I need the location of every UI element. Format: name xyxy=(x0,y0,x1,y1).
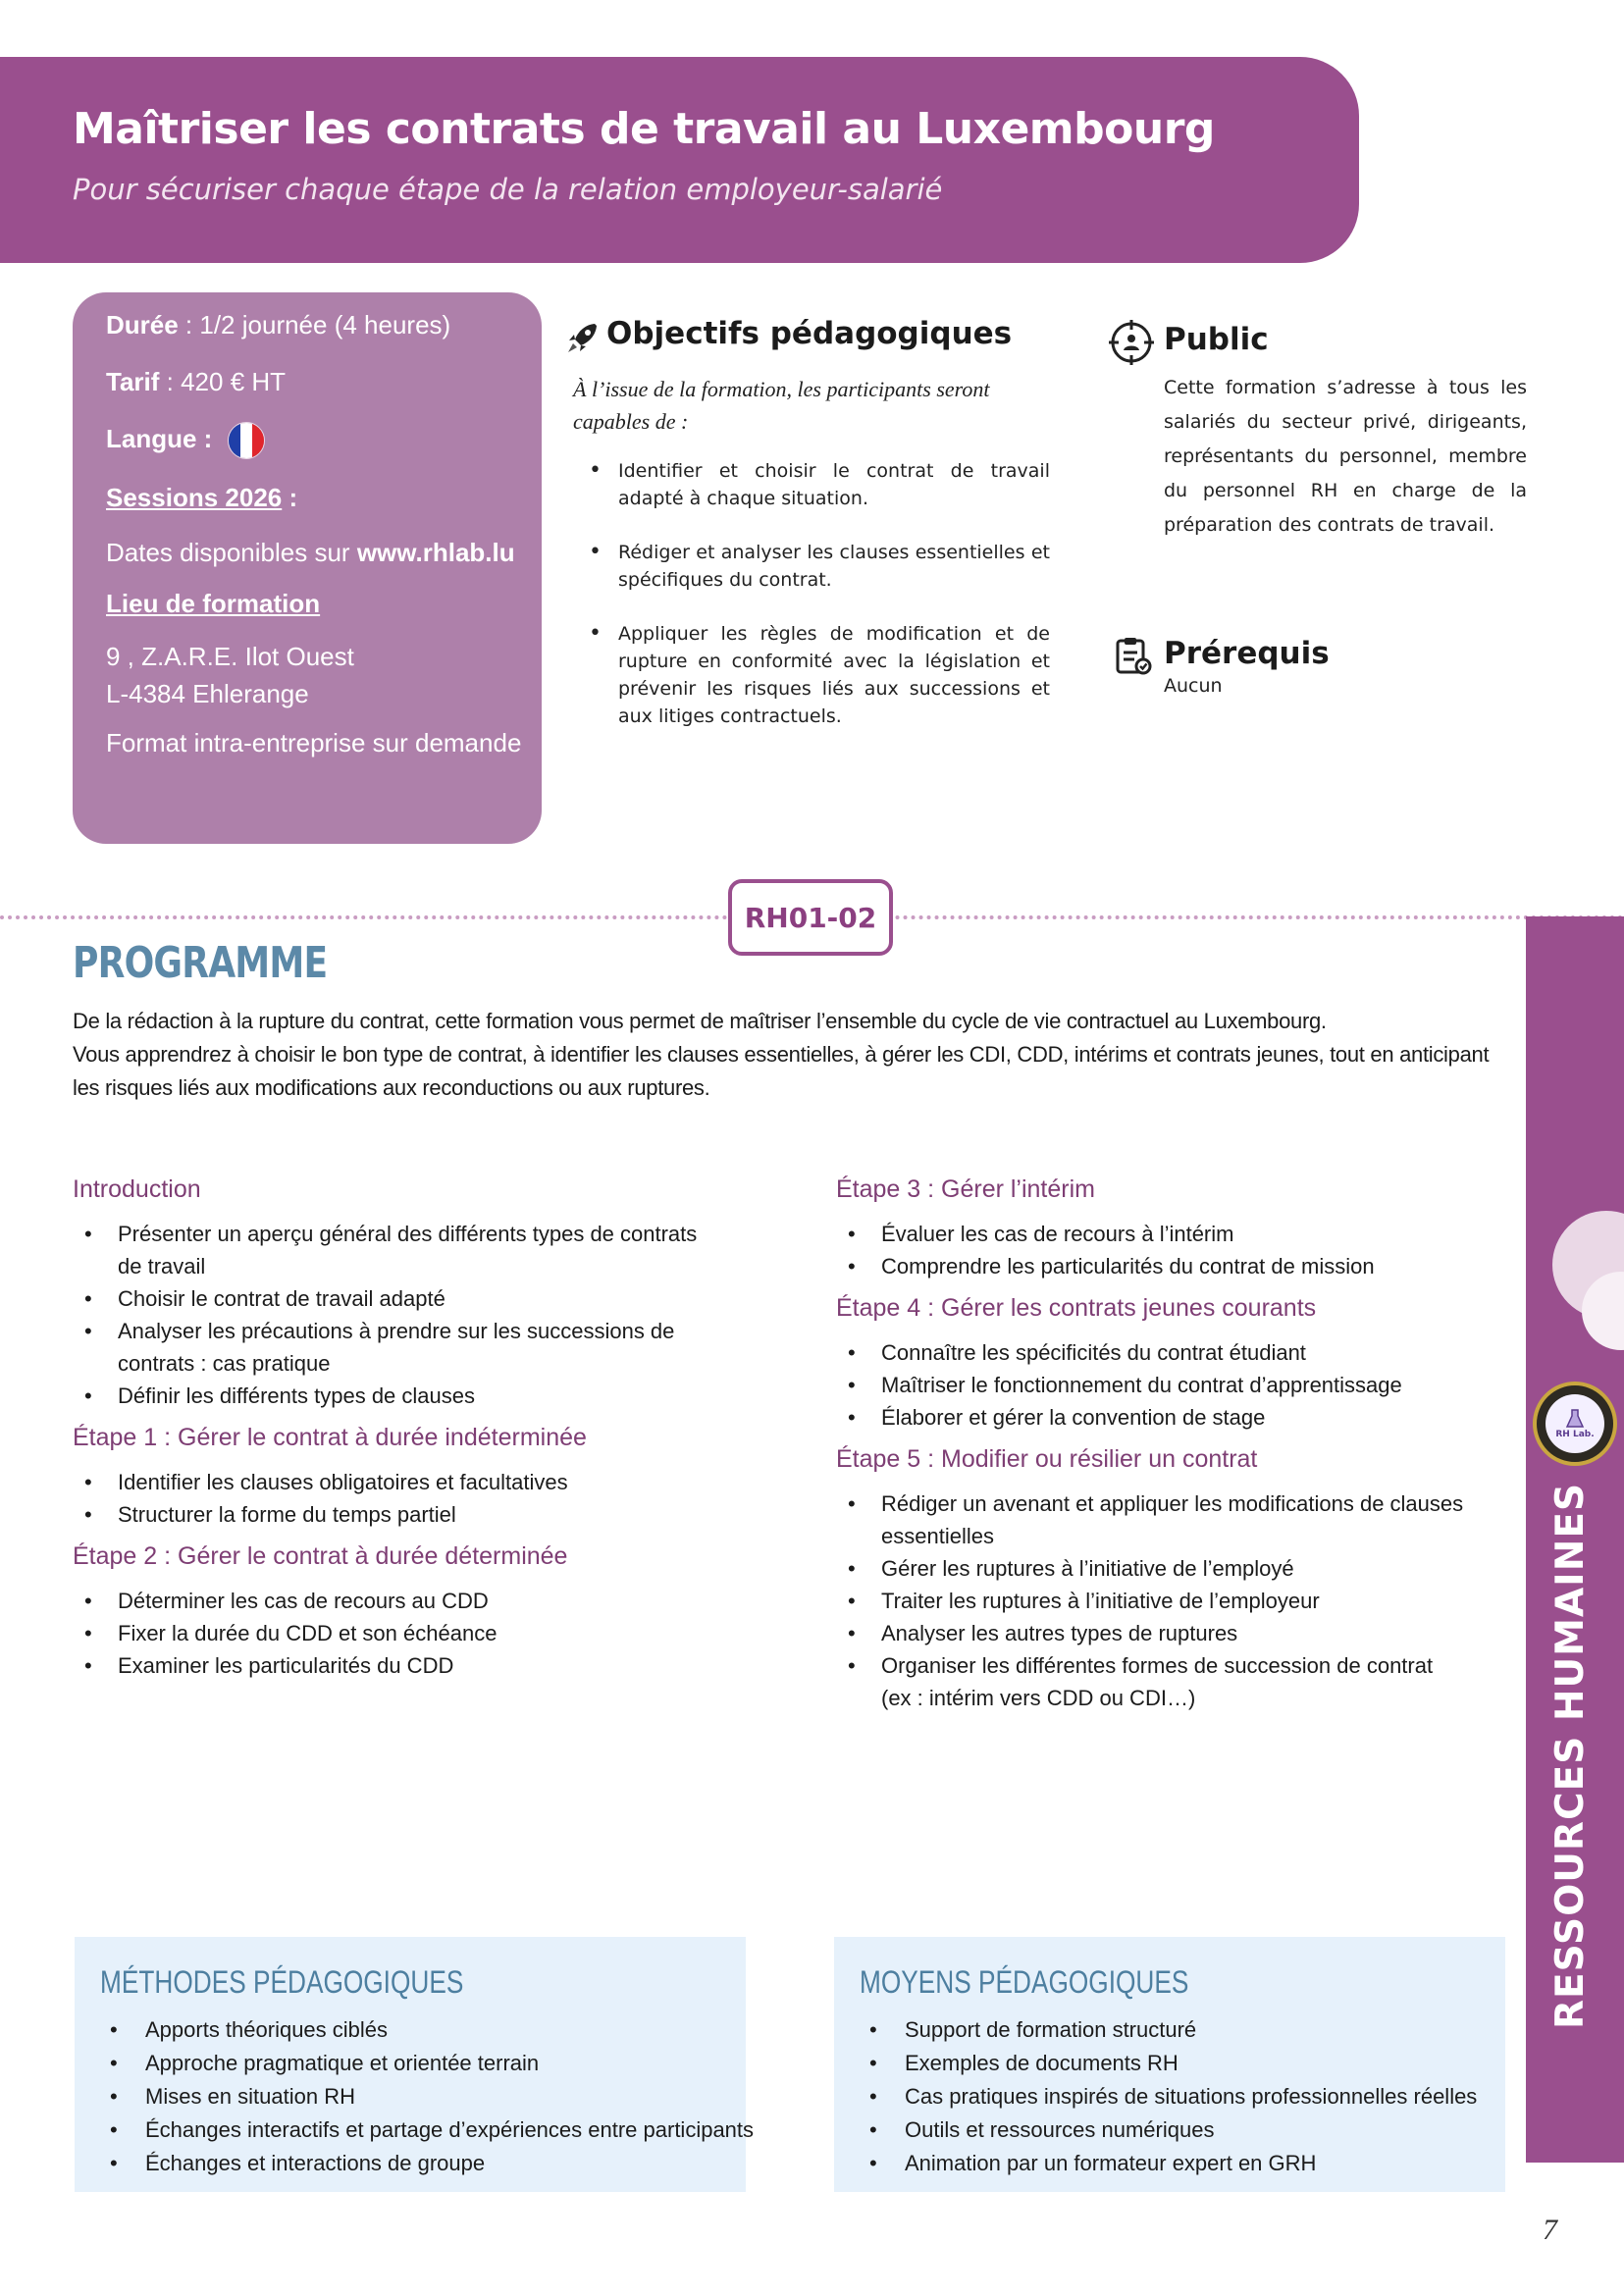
french-flag-icon xyxy=(228,422,265,459)
flask-icon xyxy=(1564,1408,1586,1430)
methodes-box xyxy=(75,1937,755,2192)
sessions-suffix: : xyxy=(282,483,298,512)
methodes-list xyxy=(110,2013,754,2180)
list-item: • Structurer la forme du temps partiel xyxy=(73,1498,701,1531)
list-item: • Échanges interactifs et partage d’expériences entre participants xyxy=(110,2113,754,2147)
lieu-label: Lieu de formation xyxy=(106,589,321,618)
list-item: • Cas pratiques inspirés de situations professionnelles réelles xyxy=(869,2080,1477,2113)
list-item: • Mises en situation RH xyxy=(110,2080,754,2113)
objectives-list xyxy=(589,457,1050,757)
public-title: Public xyxy=(1164,322,1269,357)
section-title: Étape 3 : Gérer l’intérim xyxy=(836,1175,1095,1203)
clipboard-checklist-icon xyxy=(1113,636,1152,675)
moyens-title: MOYENS PÉDAGOGIQUES xyxy=(860,1964,1189,2000)
list-item: • Outils et ressources numériques xyxy=(869,2113,1477,2147)
section-title: Étape 2 : Gérer le contrat à durée déterminée xyxy=(73,1542,568,1570)
list-item: • Organiser les différentes formes de succession de contrat (ex : intérim vers CDD ou CDI…) xyxy=(836,1649,1464,1714)
programme-right-column xyxy=(836,1175,1464,1726)
address-line1: 9 , Z.A.R.E. Ilot Ouest xyxy=(106,642,354,671)
list-item: • Examiner les particularités du CDD xyxy=(73,1649,701,1682)
rocket-icon xyxy=(565,320,601,355)
list-item: • Approche pragmatique et orientée terrain xyxy=(110,2047,754,2080)
category-label: RESSOURCES HUMAINES xyxy=(1548,1482,1593,2029)
public-text: Cette formation s’adresse à tous les salariés du secteur privé, dirigeants, représentants du personnel, membre du personnel RH en charge de la préparation des contrats de travail. xyxy=(1164,377,1527,536)
website-link[interactable]: www.rhlab.lu xyxy=(356,538,515,567)
list-item: • Connaître les spécificités du contrat étudiant xyxy=(836,1336,1464,1369)
list-item: • Apports théoriques ciblés xyxy=(110,2013,754,2047)
tarif-value: : 420 € HT xyxy=(159,367,287,396)
programme-title: PROGRAMME xyxy=(73,938,328,988)
list-item: • Définir les différents types de clauses xyxy=(73,1380,701,1412)
prerequis-title: Prérequis xyxy=(1164,636,1330,671)
list-item: • Animation par un formateur expert en GRH xyxy=(869,2147,1477,2180)
page-number: 7 xyxy=(1543,2214,1557,2246)
section-title: Étape 1 : Gérer le contrat à durée indéterminée xyxy=(73,1424,587,1451)
objectives-title: Objectifs pédagogiques xyxy=(606,316,1013,351)
programme-desc-line1: De la rédaction à la rupture du contrat, cette formation vous permet de maîtriser l’ensemble du cycle de vie contractuel au Luxembourg. xyxy=(73,1009,1327,1033)
list-item: • Élaborer et gérer la convention de stage xyxy=(836,1401,1464,1434)
list-item: • Choisir le contrat de travail adapté xyxy=(73,1282,701,1315)
list-item: • Échanges et interactions de groupe xyxy=(110,2147,754,2180)
list-item: • Comprendre les particularités du contrat de mission xyxy=(836,1250,1464,1282)
moyens-box xyxy=(834,1937,1505,2192)
logo-label: RH Lab. xyxy=(1555,1430,1595,1439)
rh-lab-logo xyxy=(1533,1382,1617,1466)
list-item: • Évaluer les cas de recours à l’intérim xyxy=(836,1218,1464,1250)
list-item: • Déterminer les cas de recours au CDD xyxy=(73,1585,701,1617)
page-subtitle: Pour sécuriser chaque étape de la relation employeur-salarié xyxy=(73,173,943,206)
lieu-row xyxy=(106,589,320,619)
section-list xyxy=(836,1487,1464,1714)
list-item: • Analyser les précautions à prendre sur les successions de contrats : cas pratique xyxy=(73,1315,701,1380)
list-item: • Maîtriser le fonctionnement du contrat d’apprentissage xyxy=(836,1369,1464,1401)
objective-item: • Rédiger et analyser les clauses essentielles et spécifiques du contrat. xyxy=(589,539,1050,594)
list-item: • Exemples de documents RH xyxy=(869,2047,1477,2080)
list-item: • Analyser les autres types de ruptures xyxy=(836,1617,1464,1649)
list-item: • Gérer les ruptures à l’initiative de l’employé xyxy=(836,1552,1464,1585)
langue-label: Langue : xyxy=(106,423,213,453)
section-list xyxy=(836,1336,1464,1434)
duree-value: : 1/2 journée (4 heures) xyxy=(178,310,451,339)
duree-row xyxy=(106,310,450,340)
page-title: Maîtriser les contrats de travail au Luxembourg xyxy=(73,104,1215,154)
section-list xyxy=(73,1466,701,1531)
format-text: Format intra-entreprise sur demande xyxy=(106,728,522,757)
list-item: • Support de formation structuré xyxy=(869,2013,1477,2047)
dates-text: Dates disponibles sur xyxy=(106,538,357,567)
list-item: • Identifier les clauses obligatoires et facultatives xyxy=(73,1466,701,1498)
prerequis-text: Aucun xyxy=(1164,675,1223,697)
course-code-badge: RH01-02 xyxy=(728,879,893,956)
section-title: Étape 5 : Modifier ou résilier un contrat xyxy=(836,1445,1258,1473)
info-card xyxy=(73,292,542,844)
section-list xyxy=(73,1585,701,1682)
section-list xyxy=(836,1218,1464,1282)
objectives-intro: À l’issue de la formation, les participants seront capables de : xyxy=(573,377,990,434)
section-title: Étape 4 : Gérer les contrats jeunes courants xyxy=(836,1294,1317,1322)
sessions-label: Sessions 2026 xyxy=(106,483,283,512)
langue-row xyxy=(106,422,265,459)
header-banner xyxy=(0,57,1359,263)
tarif-row xyxy=(106,367,286,397)
programme-description xyxy=(73,1005,1505,1105)
programme-desc-line2: Vous apprendrez à choisir le bon type de contrat, à identifier les clauses essentielles, à gérer les CDI, CDD, intérims et contrats jeunes, tout en anticipant les risques liés aux modifications aux reconductions ou aux ruptures. xyxy=(73,1042,1490,1100)
list-item: • Traiter les ruptures à l’initiative de l’employeur xyxy=(836,1585,1464,1617)
section-list xyxy=(73,1218,701,1412)
objective-item: • Identifier et choisir le contrat de travail adapté à chaque situation. xyxy=(589,457,1050,512)
list-item: • Fixer la durée du CDD et son échéance xyxy=(73,1617,701,1649)
programme-left-column xyxy=(73,1175,701,1694)
tarif-label: Tarif xyxy=(106,367,160,396)
duree-label: Durée xyxy=(106,310,179,339)
moyens-list xyxy=(869,2013,1477,2180)
sessions-row xyxy=(106,483,297,513)
objective-item: • Appliquer les règles de modification et de rupture en conformité avec la législation et prévenir les risques liés aux successions et aux litiges contractuels. xyxy=(589,620,1050,730)
address-line2: L-4384 Ehlerange xyxy=(106,679,309,708)
section-title: Introduction xyxy=(73,1175,201,1203)
target-audience-icon xyxy=(1109,320,1154,365)
dates-row xyxy=(106,538,515,568)
methodes-title: MÉTHODES PÉDAGOGIQUES xyxy=(100,1964,464,2000)
list-item: • Présenter un aperçu général des différents types de contrats de travail xyxy=(73,1218,701,1282)
list-item: • Rédiger un avenant et appliquer les modifications de clauses essentielles xyxy=(836,1487,1464,1552)
